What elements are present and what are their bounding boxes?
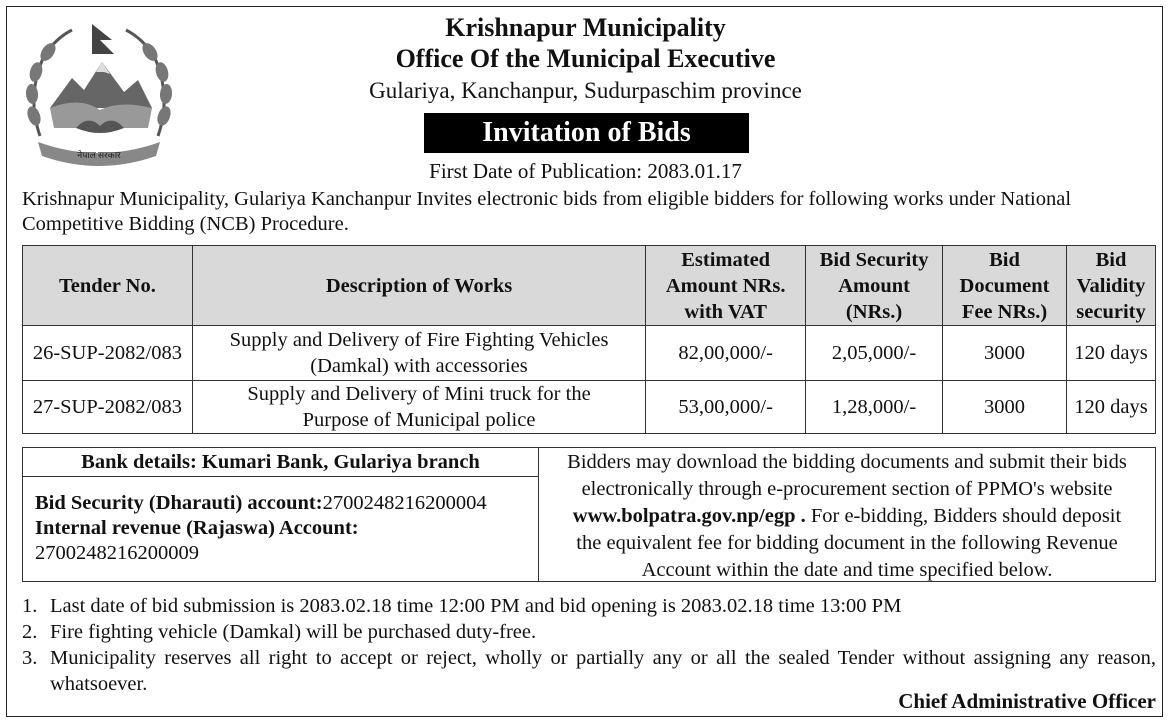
header-security-line2: Amount xyxy=(838,274,910,297)
info-line5: Account within the date and time specified below. xyxy=(641,559,1053,581)
cell-bid-validity: 120 days xyxy=(1066,381,1155,434)
header-estimated-line2: Amount NRs. xyxy=(665,274,786,297)
cell-estimated-amount: 82,00,000/- xyxy=(646,326,806,381)
cell-description xyxy=(192,326,645,381)
notice-title: Invitation of Bids xyxy=(424,113,749,153)
header-bid-security xyxy=(806,246,943,326)
header-estimated-line1: Estimated xyxy=(681,248,771,271)
info-line2: electronically through e-procurement section of PPMO's website xyxy=(581,478,1113,500)
office-name: Office Of the Municipal Executive xyxy=(395,44,776,73)
tender-table xyxy=(22,245,1156,434)
cell-bid-security: 2,05,000/- xyxy=(806,326,943,381)
cell-bid-validity: 120 days xyxy=(1066,326,1155,381)
info-line3 xyxy=(539,503,1155,530)
info-line4: the equivalent fee for bidding document in the following Revenue xyxy=(576,532,1118,554)
table-row xyxy=(23,381,1156,434)
bank-heading: Bank details: Kumari Bank, Gulariya branch xyxy=(23,448,538,477)
header-security-line1: Bid Security xyxy=(819,248,929,271)
header-validity-line1: Bid xyxy=(1095,248,1127,271)
header-estimated-line3: with VAT xyxy=(684,300,767,323)
header-tender-no: Tender No. xyxy=(23,246,193,326)
header-fee-line2: Document xyxy=(959,274,1050,297)
cell-bid-security: 1,28,000/- xyxy=(806,381,943,434)
cell-tender-no: 27-SUP-2082/083 xyxy=(23,381,193,434)
header-description: Description of Works xyxy=(192,246,645,326)
ppmo-website-link[interactable]: www.bolpatra.gov.np/egp . xyxy=(572,505,806,527)
header-fee-line1: Bid xyxy=(989,248,1020,271)
header-document-fee xyxy=(943,246,1067,326)
cell-document-fee: 3000 xyxy=(943,326,1067,381)
bank-details-box xyxy=(22,447,539,582)
cell-description-line2: (Damkal) with accessories xyxy=(310,355,528,377)
note-text: Municipality reserves all right to accept or reject, wholly or partially any or all the sealed Tender without assigning any reason, whatsoever. xyxy=(50,647,1156,695)
security-account-number: 2700248216200004 xyxy=(322,492,487,514)
note-text: Last date of bid submission is 2083.02.18 time 12:00 PM and bid opening is 2083.02.18 time 13:00 PM xyxy=(50,595,902,617)
header-fee-line3: Fee NRs.) xyxy=(961,300,1048,323)
list-item xyxy=(22,619,1156,645)
revenue-account-label: Internal revenue (Rajaswa) Account: xyxy=(35,517,359,539)
cell-document-fee: 3000 xyxy=(943,381,1067,434)
note-number: 3. xyxy=(22,647,38,669)
e-bidding-info-box xyxy=(538,447,1156,582)
table-header-row xyxy=(23,246,1156,326)
signatory-title: Chief Administrative Officer xyxy=(898,689,1156,713)
header-bid-validity xyxy=(1066,246,1155,326)
notes-list xyxy=(22,593,1156,697)
header-validity-line2: Validity xyxy=(1076,274,1146,297)
note-number: 2. xyxy=(22,621,38,643)
header-estimated-amount xyxy=(646,246,806,326)
header-validity-line3: security xyxy=(1076,300,1146,323)
emblem-ribbon-text: नेपाल सरकार xyxy=(77,150,121,160)
security-account-line xyxy=(35,491,528,516)
cell-description-line1: Supply and Delivery of Mini truck for the xyxy=(247,383,591,405)
note-text: Fire fighting vehicle (Damkal) will be purchased duty-free. xyxy=(50,621,537,643)
revenue-account-number: 2700248216200009 xyxy=(35,542,199,564)
intro-paragraph: Krishnapur Municipality, Gulariya Kanchanpur Invites electronic bids from eligible bidders for following works under National Competitive Bidding (NCB) Procedure. xyxy=(22,188,1072,235)
bank-accounts xyxy=(23,477,538,566)
cell-description xyxy=(192,381,645,434)
table-row xyxy=(23,326,1156,381)
info-line3-rest: For e-bidding, Bidders should deposit xyxy=(805,505,1122,527)
cell-description-line1: Supply and Delivery of Fire Fighting Vehicles xyxy=(229,329,609,351)
header-security-line3: (NRs.) xyxy=(845,300,903,323)
cell-estimated-amount: 53,00,000/- xyxy=(646,381,806,434)
org-name: Krishnapur Municipality xyxy=(445,13,726,42)
publication-date: First Date of Publication: 2083.01.17 xyxy=(429,159,742,183)
info-line1: Bidders may download the bidding documents and submit their bids xyxy=(567,451,1127,473)
cell-tender-no: 26-SUP-2082/083 xyxy=(23,326,193,381)
note-number: 1. xyxy=(22,595,38,617)
address: Gulariya, Kanchanpur, Sudurpaschim province xyxy=(369,78,802,103)
cell-description-line2: Purpose of Municipal police xyxy=(302,409,536,431)
security-account-label: Bid Security (Dharauti) account: xyxy=(35,492,323,514)
list-item xyxy=(22,593,1156,619)
